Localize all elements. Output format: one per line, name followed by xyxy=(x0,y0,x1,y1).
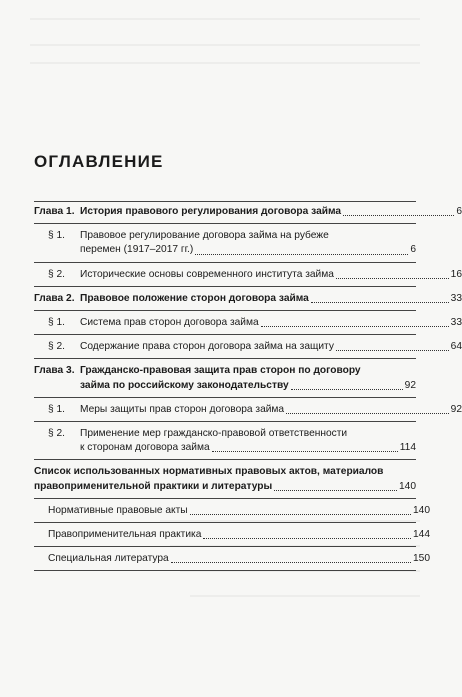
divider xyxy=(34,522,416,523)
toc-section-1-1[interactable] xyxy=(34,229,416,257)
divider xyxy=(34,310,416,311)
section-title: Меры защиты прав сторон договора займа xyxy=(80,403,285,415)
dot-leader xyxy=(286,413,449,414)
divider xyxy=(34,223,416,224)
dot-leader xyxy=(311,302,449,303)
page-number: 33 xyxy=(450,317,462,329)
section-number: § 1. xyxy=(48,317,65,329)
page-number: 64 xyxy=(450,341,462,353)
chapter-title: Правовое положение сторон договора займа xyxy=(80,292,309,304)
dot-leader xyxy=(203,538,411,539)
page-number: 150 xyxy=(413,553,430,565)
dot-leader xyxy=(274,490,397,491)
chapter-number: Глава 3. xyxy=(34,365,75,377)
chapter-title: История правового регулирования договора займа xyxy=(80,206,342,217)
bleed-through-text xyxy=(30,18,420,20)
bleed-through-text xyxy=(180,570,420,572)
subsection-title: Нормативные правовые акты xyxy=(48,504,188,516)
bleed-through-text xyxy=(190,595,420,597)
divider xyxy=(34,421,416,422)
page-title: ОГЛАВЛЕНИЕ xyxy=(34,152,164,171)
dot-leader xyxy=(343,215,454,216)
section-title: Исторические основы современного института займа xyxy=(80,268,334,280)
toc-section-2-2[interactable] xyxy=(34,340,462,354)
bleed-through-text xyxy=(30,62,420,64)
toc-references-legal-acts[interactable] xyxy=(34,504,430,518)
divider xyxy=(34,262,416,263)
chapter-title-line-1: Гражданско-правовая защита прав сторон по договору xyxy=(80,365,361,377)
page-number: 140 xyxy=(399,480,416,492)
bleed-through-text xyxy=(170,545,420,547)
toc-references[interactable] xyxy=(34,465,416,493)
chapter-number: Глава 1. xyxy=(34,206,75,217)
references-title-line-1: Список использованных нормативных правовых актов, материалов xyxy=(34,466,384,478)
divider xyxy=(34,334,416,335)
dot-leader xyxy=(291,389,403,390)
chapter-title-line-2: займа по российскому законодательству xyxy=(80,379,289,391)
page-number: 92 xyxy=(450,403,462,415)
toc-references-case-law[interactable] xyxy=(34,528,430,542)
page-number: 33 xyxy=(450,292,462,304)
page-number: 92 xyxy=(404,379,416,391)
toc-chapter-3[interactable] xyxy=(34,364,416,392)
toc-section-3-2[interactable] xyxy=(34,427,416,455)
page-number: 6 xyxy=(456,206,462,217)
bleed-through-text xyxy=(160,520,420,522)
divider xyxy=(34,498,416,499)
dot-leader xyxy=(195,254,408,255)
divider xyxy=(34,358,416,359)
divider xyxy=(34,286,416,287)
section-title: Содержание права сторон договора займа на защиту xyxy=(80,341,334,353)
dot-leader xyxy=(171,562,411,563)
dot-leader xyxy=(336,350,449,351)
toc-section-1-2[interactable] xyxy=(34,268,462,282)
section-title-line-2: перемен (1917–2017 гг.) xyxy=(80,244,194,256)
subsection-title: Правоприменительная практика xyxy=(48,529,202,541)
dot-leader xyxy=(336,278,449,279)
section-title: Система прав сторон договора займа xyxy=(80,317,259,329)
chapter-number: Глава 2. xyxy=(34,292,75,304)
bleed-through-text xyxy=(30,44,420,46)
references-title-line-2: правоприменительной практики и литературы xyxy=(34,480,273,492)
section-number: § 1. xyxy=(48,230,65,242)
dot-leader xyxy=(212,451,398,452)
page-number: 16 xyxy=(450,268,462,280)
section-title-line-1: Применение мер гражданско-правовой ответственности xyxy=(80,428,348,440)
section-number: § 1. xyxy=(48,403,65,415)
section-number: § 2. xyxy=(48,268,65,280)
divider xyxy=(34,397,416,398)
toc-section-3-1[interactable] xyxy=(34,403,462,417)
toc-chapter-1[interactable] xyxy=(34,205,462,219)
dot-leader xyxy=(261,326,449,327)
top-rule xyxy=(34,201,416,202)
page-number: 114 xyxy=(399,442,416,454)
section-number: § 2. xyxy=(48,428,65,440)
section-title-line-2: к сторонам договора займа xyxy=(80,442,210,454)
subsection-title: Специальная литература xyxy=(48,553,169,565)
toc-references-literature[interactable] xyxy=(34,552,430,566)
toc-section-2-1[interactable] xyxy=(34,316,462,330)
section-title-line-1: Правовое регулирование договора займа на рубеже xyxy=(80,230,329,242)
page-number: 6 xyxy=(410,244,416,256)
dot-leader xyxy=(190,514,411,515)
divider xyxy=(34,459,416,460)
page-number: 140 xyxy=(413,504,430,516)
toc-chapter-2[interactable] xyxy=(34,292,462,306)
page-number: 144 xyxy=(413,529,430,541)
section-number: § 2. xyxy=(48,341,65,353)
